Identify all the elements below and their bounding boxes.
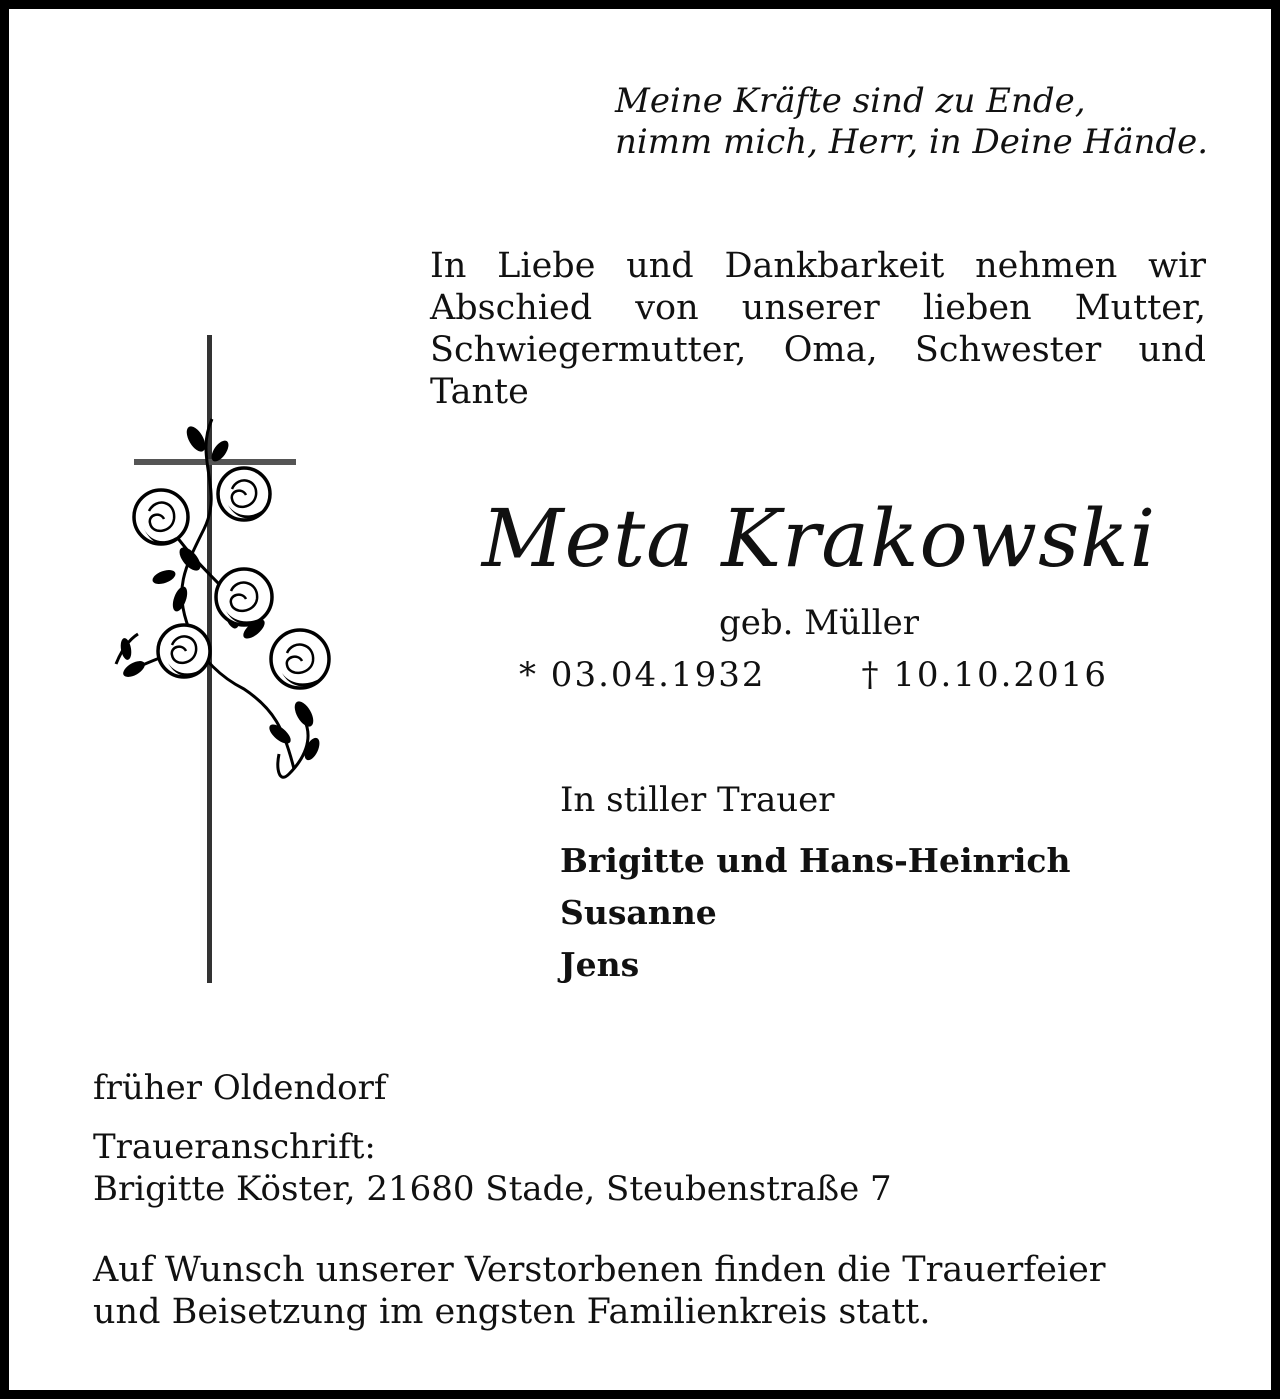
- death-date: † 10.10.2016: [861, 655, 1108, 695]
- mourning-address: [93, 1126, 892, 1210]
- mourning-heading: In stiller Trauer: [560, 780, 835, 820]
- deceased-name: Meta Krakowski: [481, 492, 1157, 585]
- intro-text: In Liebe und Dankbarkeit nehmen wir Abschied von unserer lieben Mutter, Schwiegermutter, Oma, Schwester und Tante: [430, 246, 1206, 412]
- verse: [615, 81, 1215, 163]
- funeral-notice: [93, 1249, 1205, 1333]
- former-residence: früher Oldendorf: [93, 1068, 387, 1108]
- address-value: Brigitte Köster, 21680 Stade, Steubenstraße 7: [93, 1169, 892, 1209]
- mourner-list: [560, 835, 1071, 991]
- verse-line-1: Meine Kräfte sind zu Ende,: [615, 81, 1086, 121]
- address-label: Traueranschrift:: [93, 1127, 376, 1167]
- birth-date: * 03.04.1932: [519, 655, 766, 695]
- maiden-name: geb. Müller: [718, 603, 920, 643]
- verse-line-2: nimm mich, Herr, in Deine Hände.: [615, 122, 1209, 162]
- notice-line-1: Auf Wunsch unserer Verstorbenen finden die Trauerfeier: [93, 1250, 1106, 1290]
- mourner-name: Jens: [560, 945, 640, 984]
- life-dates: [519, 654, 1139, 696]
- notice-line-2: und Beisetzung im engsten Familienkreis statt.: [93, 1292, 931, 1332]
- cross-with-roses-icon: [104, 329, 344, 989]
- mourner-name: Susanne: [560, 893, 717, 932]
- mourner-name: Brigitte und Hans-Heinrich: [560, 841, 1071, 880]
